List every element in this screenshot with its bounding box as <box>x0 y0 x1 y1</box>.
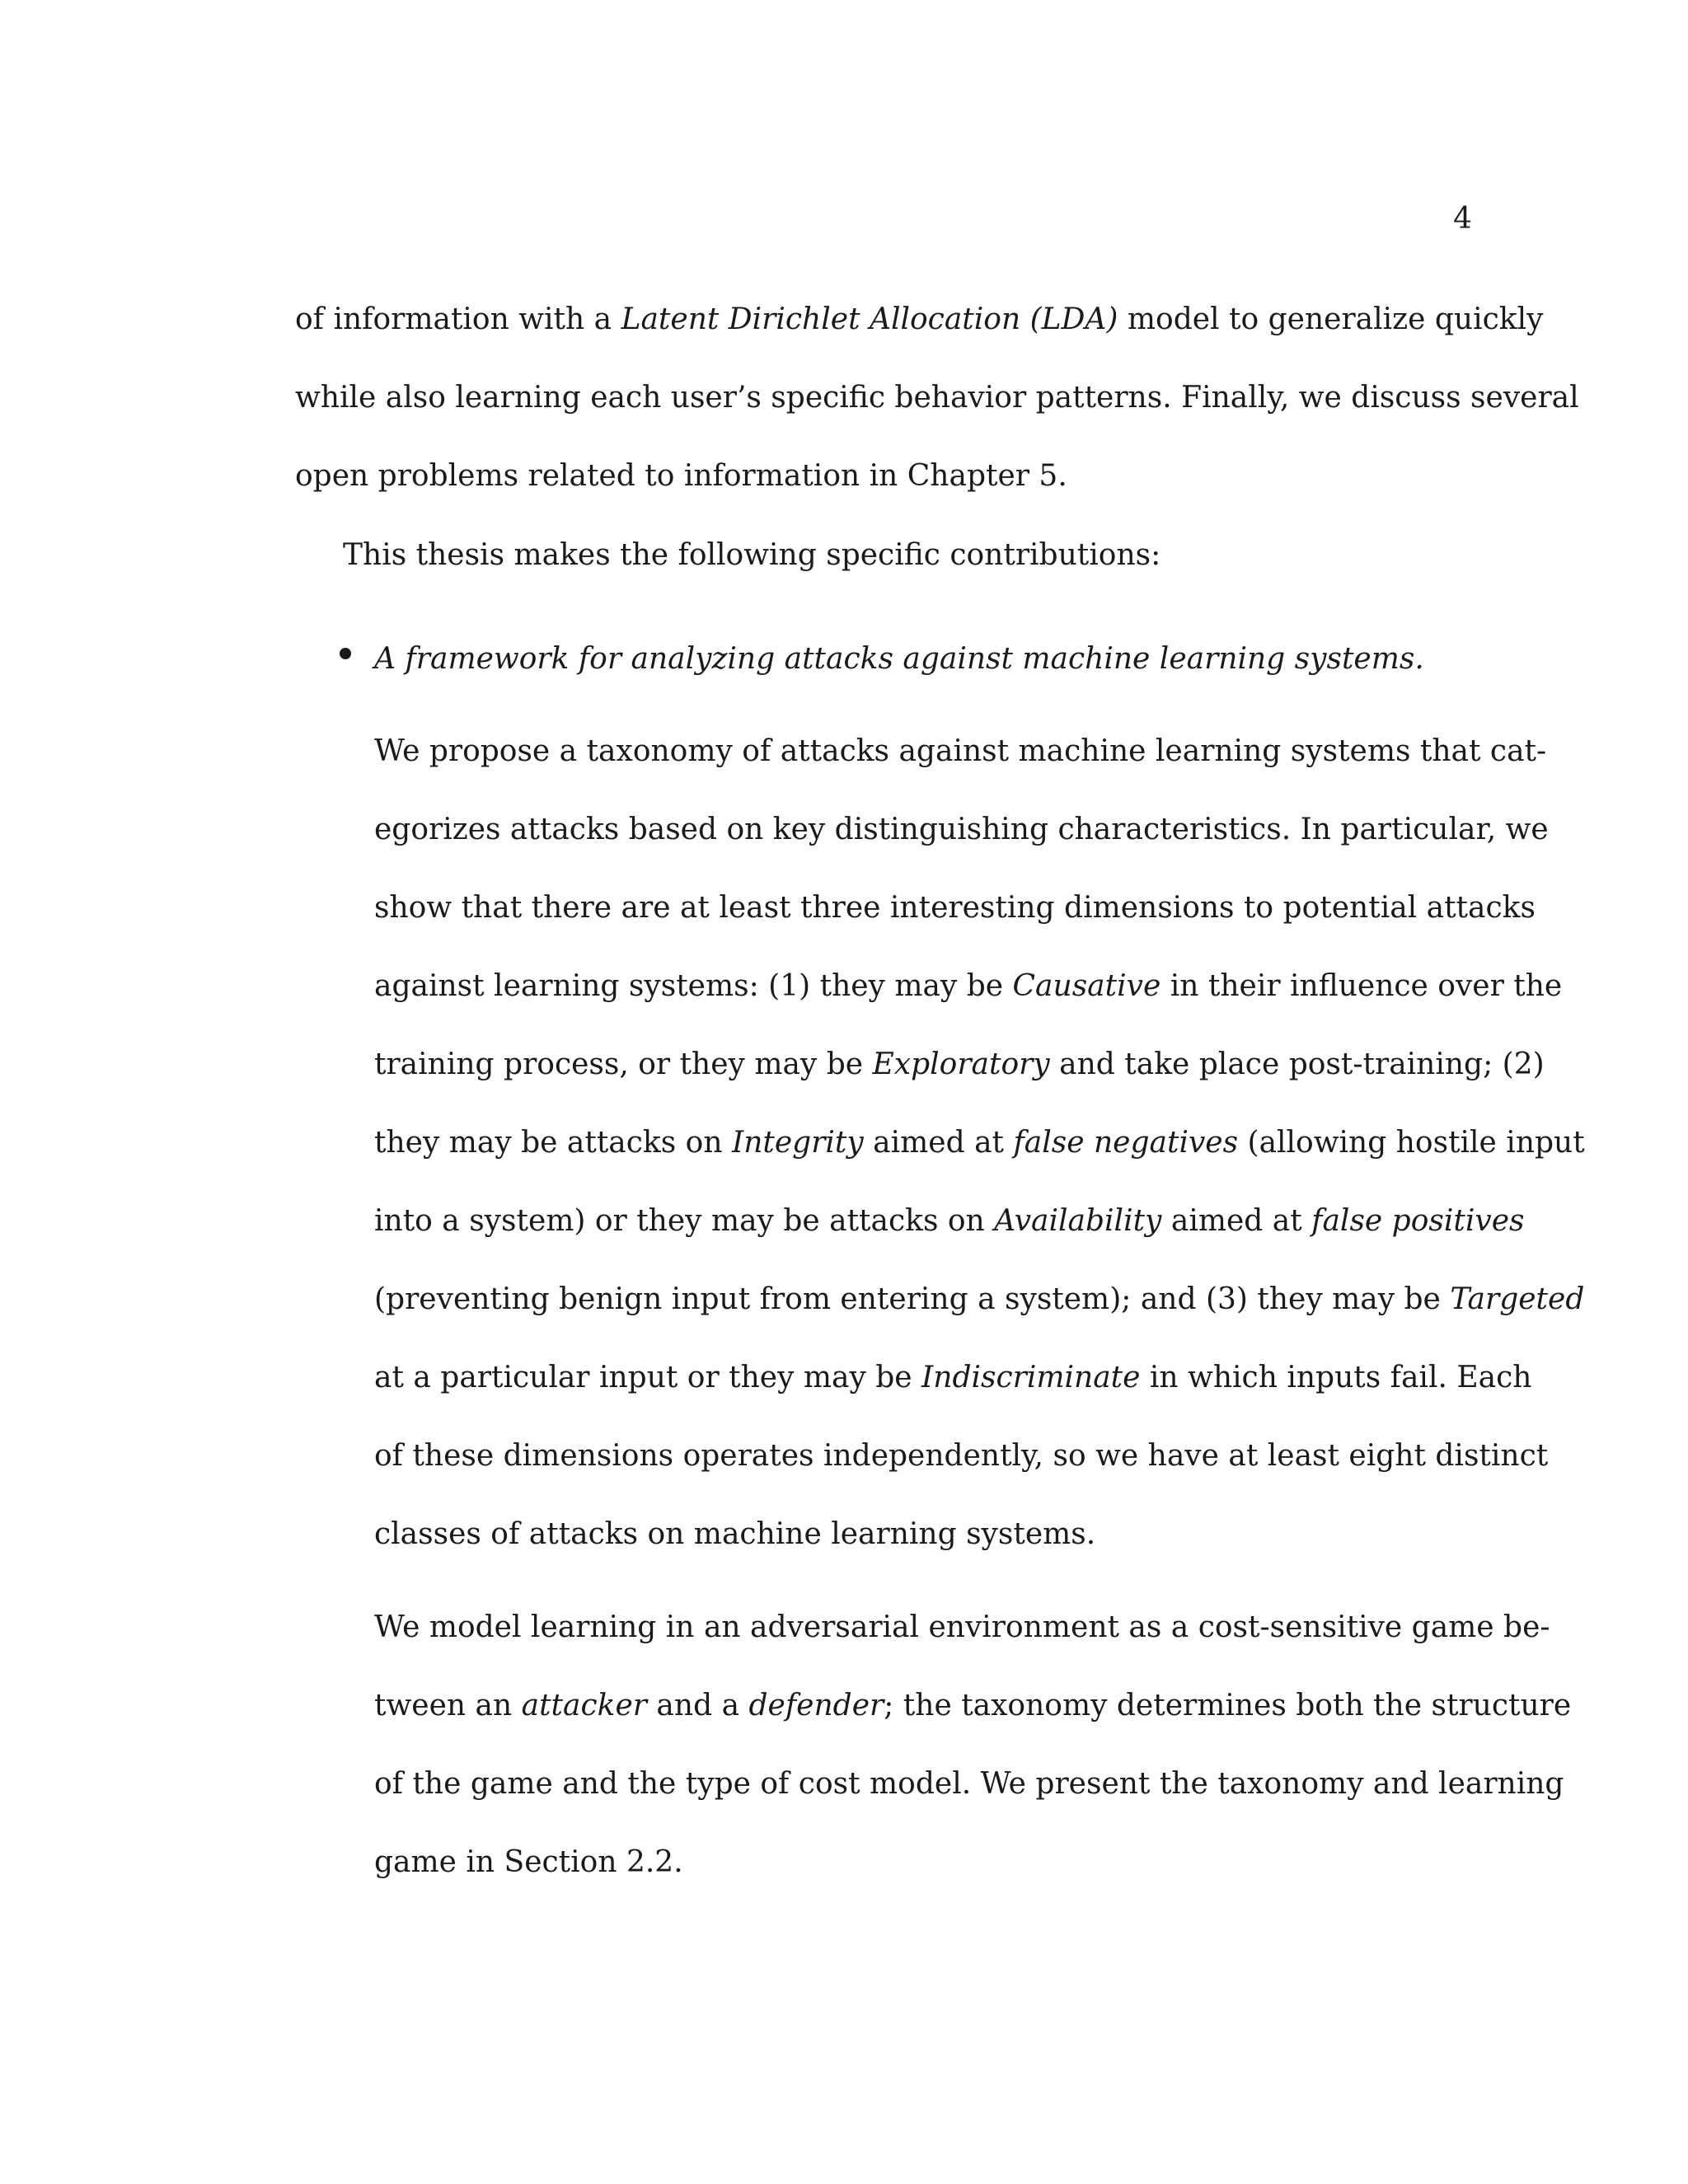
text-span: and a <box>646 1689 749 1722</box>
text-span: and take place post-training; (2) <box>1049 1047 1545 1081</box>
intro-line-1 <box>295 300 1544 340</box>
text-span: against learning systems: (1) they may be <box>374 969 1013 1003</box>
p1-line-9 <box>374 1358 1532 1398</box>
text-span: at a particular input or they may be <box>374 1361 922 1394</box>
emphasis-indiscriminate: Indiscriminate <box>921 1361 1141 1394</box>
emphasis-targeted: Targeted <box>1450 1282 1585 1316</box>
text-span: in which inputs fail. Each <box>1140 1361 1532 1394</box>
text-span: in their influence over the <box>1160 969 1563 1003</box>
text-span: of information with a <box>295 302 621 336</box>
text-span: (preventing benign input from entering a system); and (3) they may be <box>374 1282 1451 1316</box>
text-span: they may be attacks on <box>374 1126 732 1160</box>
p1-line-5 <box>374 1045 1545 1085</box>
contribution-heading-text: A framework for analyzing attacks against machine learning systems. <box>374 642 1424 676</box>
text-span: aimed at <box>863 1126 1014 1160</box>
intro-line-2: while also learning each user’s specific behavior patterns. Finally, we discuss several <box>295 381 1579 415</box>
p1-line-11: classes of attacks on machine learning systems. <box>374 1517 1096 1551</box>
page-number: 4 <box>1453 202 1472 236</box>
p2-line-3: of the game and the type of cost model. We present the taxonomy and learning <box>374 1767 1564 1801</box>
emphasis-integrity: Integrity <box>731 1126 864 1160</box>
text-span: into a system) or they may be attacks on <box>374 1204 995 1238</box>
p2-line-2 <box>374 1686 1572 1726</box>
p1-line-10: of these dimensions operates independently, so we have at least eight distinct <box>374 1439 1549 1473</box>
p1-line-6 <box>374 1123 1585 1163</box>
bullet-icon <box>340 648 351 659</box>
emphasis-false-negatives: false negatives <box>1013 1126 1239 1160</box>
p1-line-4 <box>374 967 1563 1006</box>
emphasis-availability: Availability <box>994 1204 1162 1238</box>
text-span: ; the taxonomy determines both the structure <box>884 1689 1572 1722</box>
p2-line-1: We model learning in an adversarial environment as a cost-sensitive game be- <box>374 1610 1550 1644</box>
emphasis-defender: defender <box>748 1689 884 1722</box>
text-span: aimed at <box>1161 1204 1312 1238</box>
p1-line-3: show that there are at least three interesting dimensions to potential attacks <box>374 891 1536 925</box>
emphasis-false-positives: false positives <box>1311 1204 1525 1238</box>
emphasis-lda: Latent Dirichlet Allocation (LDA) <box>621 302 1118 336</box>
p1-line-7 <box>374 1202 1525 1241</box>
text-span: model to generalize quickly <box>1118 302 1544 336</box>
emphasis-attacker: attacker <box>521 1689 647 1722</box>
p1-line-1: We propose a taxonomy of attacks against machine learning systems that cat- <box>374 734 1547 768</box>
p2-line-4: game in Section 2.2. <box>374 1845 683 1879</box>
p1-line-2: egorizes attacks based on key distinguishing characteristics. In particular, we <box>374 813 1549 846</box>
contributions-lead: This thesis makes the following specific contributions: <box>343 538 1161 572</box>
text-span: training process, or they may be <box>374 1047 873 1081</box>
text-span: (allowing hostile input <box>1238 1126 1585 1160</box>
contribution-heading <box>374 640 1474 679</box>
emphasis-exploratory: Exploratory <box>872 1047 1050 1081</box>
p1-line-8 <box>374 1280 1585 1319</box>
text-span: tween an <box>374 1689 522 1722</box>
intro-line-3: open problems related to information in Chapter 5. <box>295 459 1067 493</box>
emphasis-causative: Causative <box>1012 969 1161 1003</box>
